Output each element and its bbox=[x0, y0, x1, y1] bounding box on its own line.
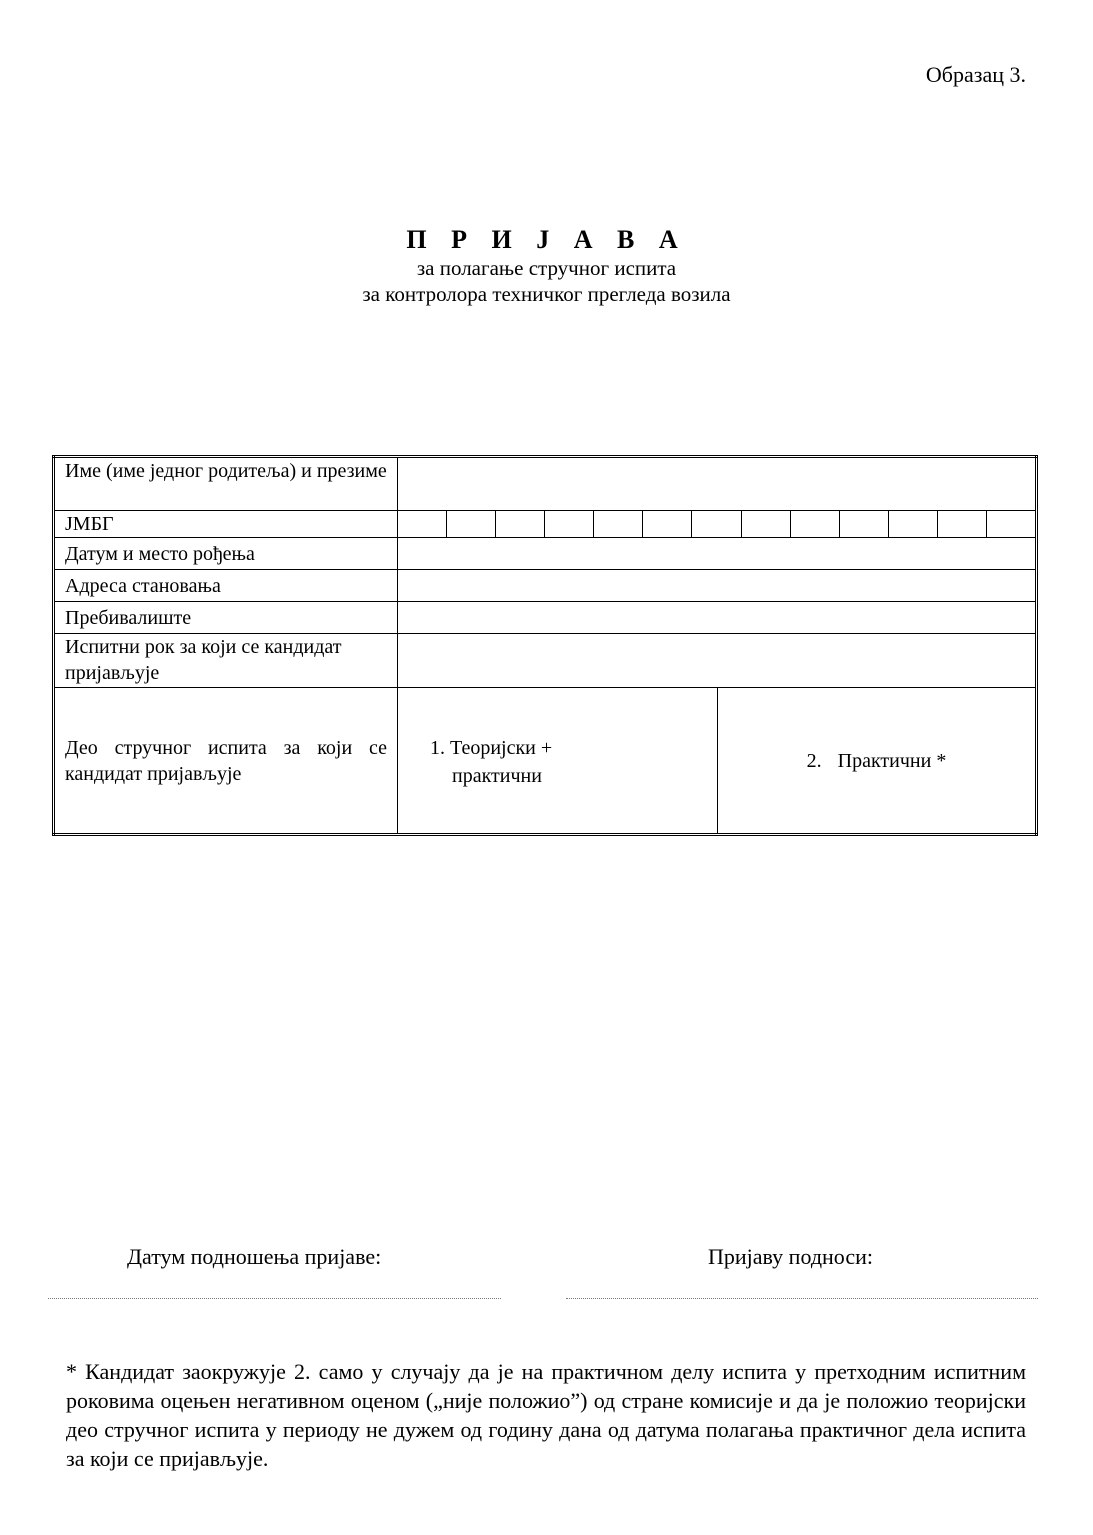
input-residence[interactable] bbox=[398, 602, 1037, 634]
option-theory-practical[interactable] bbox=[398, 688, 718, 833]
jmbg-grid bbox=[398, 511, 1035, 537]
row-exam-term bbox=[54, 634, 1037, 688]
jmbg-digit-cell[interactable] bbox=[594, 511, 643, 537]
row-name bbox=[54, 457, 1037, 511]
label-exam-term: Испитни рок за који се кандидат пријављује bbox=[54, 634, 398, 688]
subtitle-line-2: за контролора техничког прегледа возила bbox=[362, 282, 731, 306]
row-exam-part bbox=[54, 688, 1037, 835]
input-address[interactable] bbox=[398, 570, 1037, 602]
option-1-line-1: 1. Теоријски + bbox=[430, 737, 553, 759]
label-exam-part: Део стручног испита за који се кандидат пријављује bbox=[54, 688, 398, 835]
jmbg-digit-cell[interactable] bbox=[742, 511, 791, 537]
submission-date-label: Датум подношења пријаве: bbox=[127, 1244, 382, 1269]
label-address: Адреса становања bbox=[54, 570, 398, 602]
option-1-line-2: практични bbox=[452, 765, 542, 787]
jmbg-cells bbox=[398, 511, 1037, 538]
option-practical[interactable] bbox=[718, 688, 1035, 833]
label-name: Име (име једног родитеља) и презиме bbox=[54, 457, 398, 511]
row-jmbg bbox=[54, 511, 1037, 538]
label-birth: Датум и место рођења bbox=[54, 538, 398, 570]
input-birth[interactable] bbox=[398, 538, 1037, 570]
jmbg-digit-cell[interactable] bbox=[447, 511, 496, 537]
jmbg-digit-cell[interactable] bbox=[545, 511, 594, 537]
row-address bbox=[54, 570, 1037, 602]
input-name[interactable] bbox=[398, 457, 1037, 511]
jmbg-digit-cell[interactable] bbox=[496, 511, 545, 537]
jmbg-digit-cell[interactable] bbox=[398, 511, 447, 537]
row-residence bbox=[54, 602, 1037, 634]
exam-part-options bbox=[398, 688, 1037, 835]
jmbg-digit-cell[interactable] bbox=[643, 511, 692, 537]
submitter-label: Пријаву подноси: bbox=[708, 1244, 873, 1269]
application-form-table bbox=[52, 455, 1038, 836]
footnote: * Кандидат заокружује 2. само у случају да је на практичном делу испита у претходним испитним роковима оцењен негативном оценом („није положио”) од стране комисије и да је положио теоријски део стручног испита у периоду не дужем од годину дана од датума полагања практичног дела испита за који се пријављује. bbox=[66, 1359, 1026, 1471]
input-exam-term[interactable] bbox=[398, 634, 1037, 688]
jmbg-digit-cell[interactable] bbox=[987, 511, 1035, 537]
title-block bbox=[0, 225, 1093, 307]
option-2-label: Практични * bbox=[837, 749, 947, 772]
jmbg-digit-cell[interactable] bbox=[889, 511, 938, 537]
jmbg-digit-cell[interactable] bbox=[791, 511, 840, 537]
submitter-signature-line[interactable] bbox=[566, 1298, 1038, 1299]
form-number: Образац 3. bbox=[925, 62, 1026, 87]
submission-date-line[interactable] bbox=[48, 1298, 501, 1299]
row-birth bbox=[54, 538, 1037, 570]
jmbg-digit-cell[interactable] bbox=[692, 511, 741, 537]
label-jmbg: ЈМБГ bbox=[54, 511, 398, 538]
jmbg-digit-cell[interactable] bbox=[938, 511, 987, 537]
subtitle-line-1: за полагање стручног испита bbox=[416, 256, 677, 280]
document-title: П Р И Ј А В А bbox=[406, 225, 687, 254]
jmbg-digit-cell[interactable] bbox=[840, 511, 889, 537]
option-2-number: 2. bbox=[806, 749, 822, 772]
label-residence: Пребивалиште bbox=[54, 602, 398, 634]
